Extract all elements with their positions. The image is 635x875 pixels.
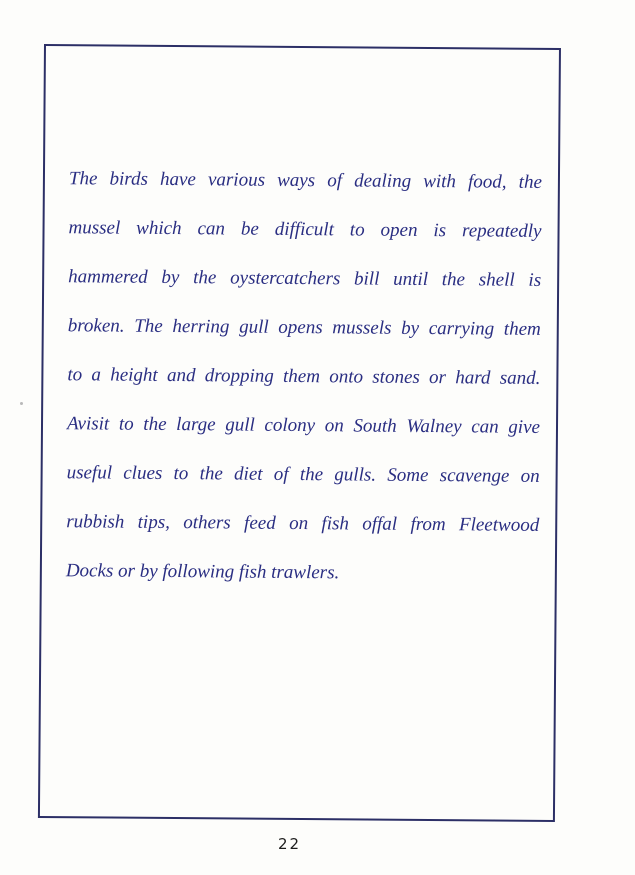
page-border-frame (38, 44, 561, 822)
page-number: 22 (278, 835, 302, 853)
paragraph-line: rubbish tips, others feed on fish offal from Fleetwood (66, 511, 540, 536)
body-paragraph (66, 164, 542, 609)
paper-speck (20, 402, 23, 405)
paragraph-line: Avisit to the large gull colony on South Walney can give (66, 413, 541, 438)
paragraph-line: Docks or by following fish trawlers. (65, 560, 340, 584)
paragraph-line: useful clues to the diet of the gulls. Some scavenge on (66, 462, 540, 487)
paragraph-line: broken. The herring gull opens mussels by carrying them (67, 315, 541, 340)
paragraph-line: to a height and dropping them onto stones or hard sand. (67, 364, 541, 389)
paragraph-line: hammered by the oystercatchers bill until the shell is (68, 266, 542, 291)
paragraph-line: The birds have various ways of dealing with food, the (68, 168, 543, 193)
paragraph-line: mussel which can be difficult to open is repeatedly (68, 217, 542, 242)
